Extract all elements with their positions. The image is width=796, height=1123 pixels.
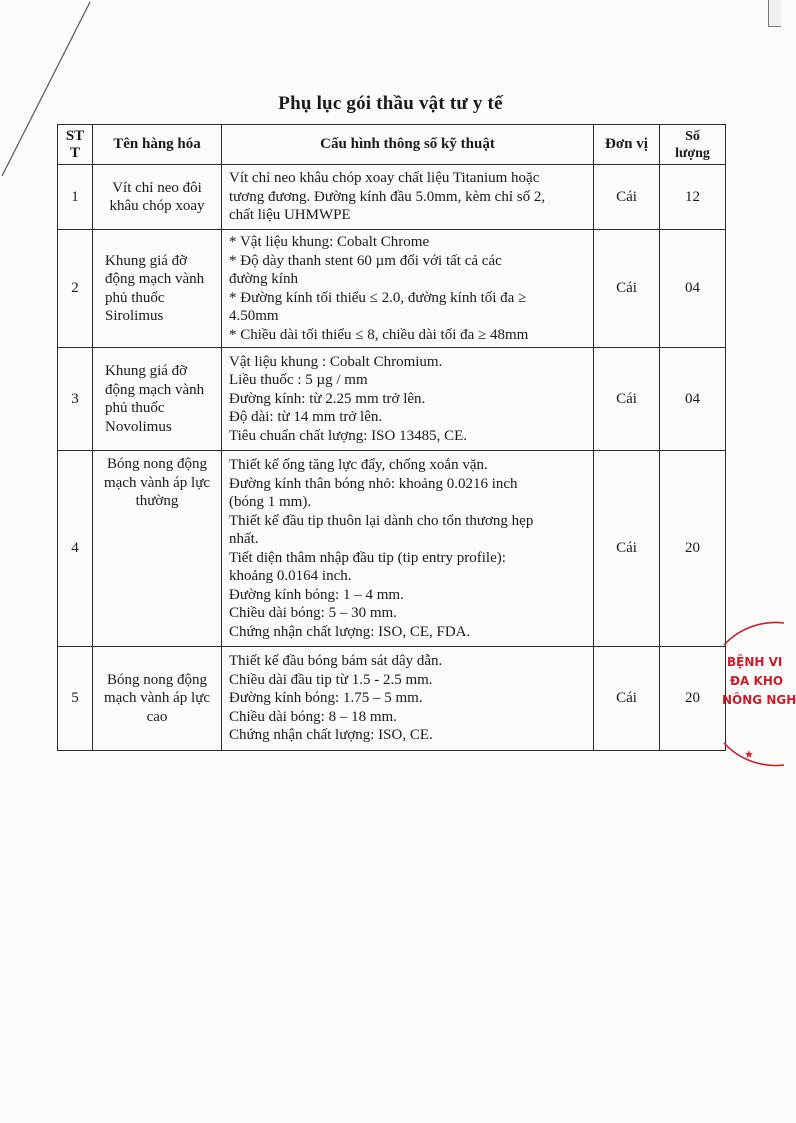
header-unit: Đơn vị [594,125,660,165]
hospital-stamp [722,615,796,775]
row-spec: Vật liệu khung : Cobalt Chromium. Liều thuốc : 5 µg / mm Đường kính: từ 2.25 mm trở lên. Độ dài: từ 14 mm trở lên. Tiêu chuẩn chất lượng: ISO 13485, CE. [222,348,594,451]
row-qty: 04 [660,230,726,348]
row-spec: * Vật liệu khung: Cobalt Chrome * Độ dày thanh stent 60 µm đối với tất cả các đường kính * Đường kính tối thiểu ≤ 2.0, đường kính tối đa ≥ 4.50mm * Chiều dài tối thiểu ≤ 8, chiều dài tối đa ≥ 48mm [222,230,594,348]
row-unit: Cái [594,451,660,647]
row-name: Khung giá đỡ động mạch vành phủ thuốc Novolimus [93,348,222,451]
row-name: Bóng nong động mạch vành áp lực cao [93,647,222,751]
stamp-line-2: ĐA KHO [730,674,784,688]
stamp-line-1: BỆNH VI [727,655,783,669]
scan-corner-mark [768,0,781,27]
row-stt: 2 [58,230,93,348]
table-row [58,348,726,451]
row-spec: Thiết kế đầu bóng bám sát dây dẫn. Chiều dài đầu tip từ 1.5 - 2.5 mm. Đường kính bóng: 1.75 – 5 mm. Chiều dài bóng: 8 – 18 mm. Chứng nhận chất lượng: ISO, CE. [222,647,594,751]
header-qty: Số lượng [660,125,726,165]
row-unit: Cái [594,230,660,348]
row-spec: Thiết kế ống tăng lực đẩy, chống xoắn vặn. Đường kính thân bóng nhỏ: khoảng 0.0216 inch (bóng 1 mm). Thiết kế đầu tip thuôn lại dành cho tổn thương hẹp nhất. Tiết diện thâm nhập đầu tip (tip entry profile): khoảng 0.0164 inch. Đường kính bóng: 1 – 4 mm. Chiều dài bóng: 5 – 30 mm. Chứng nhận chất lượng: ISO, CE, FDA. [222,451,594,647]
row-unit: Cái [594,647,660,751]
table-row [58,451,726,647]
header-spec: Cấu hình thông số kỹ thuật [222,125,594,165]
row-qty: 04 [660,348,726,451]
row-name: Bóng nong động mạch vành áp lực thường [93,451,222,647]
header-name: Tên hàng hóa [93,125,222,165]
spec-table [57,124,726,751]
header-stt: ST T [58,125,93,165]
row-name: Khung giá đỡ động mạch vành phủ thuốc Sirolimus [93,230,222,348]
row-stt: 4 [58,451,93,647]
row-qty: 20 [660,647,726,751]
row-stt: 1 [58,165,93,230]
page-title: Phụ lục gói thầu vật tư y tế [278,93,503,114]
table-row [58,230,726,348]
row-unit: Cái [594,165,660,230]
row-qty: 20 [660,451,726,647]
row-stt: 3 [58,348,93,451]
row-stt: 5 [58,647,93,751]
stamp-line-3: NÔNG NGH [722,693,796,707]
table-header-row [58,125,726,165]
row-spec: Vít chỉ neo khâu chóp xoay chất liệu Titanium hoặc tương đương. Đường kính đầu 5.0mm, kèm chỉ số 2, chất liệu UHMWPE [222,165,594,230]
row-name: Vít chỉ neo đôi khâu chóp xoay [93,165,222,230]
svg-text:★: ★ [744,748,754,761]
table-row [58,165,726,230]
row-unit: Cái [594,348,660,451]
row-qty: 12 [660,165,726,230]
table-row [58,647,726,751]
